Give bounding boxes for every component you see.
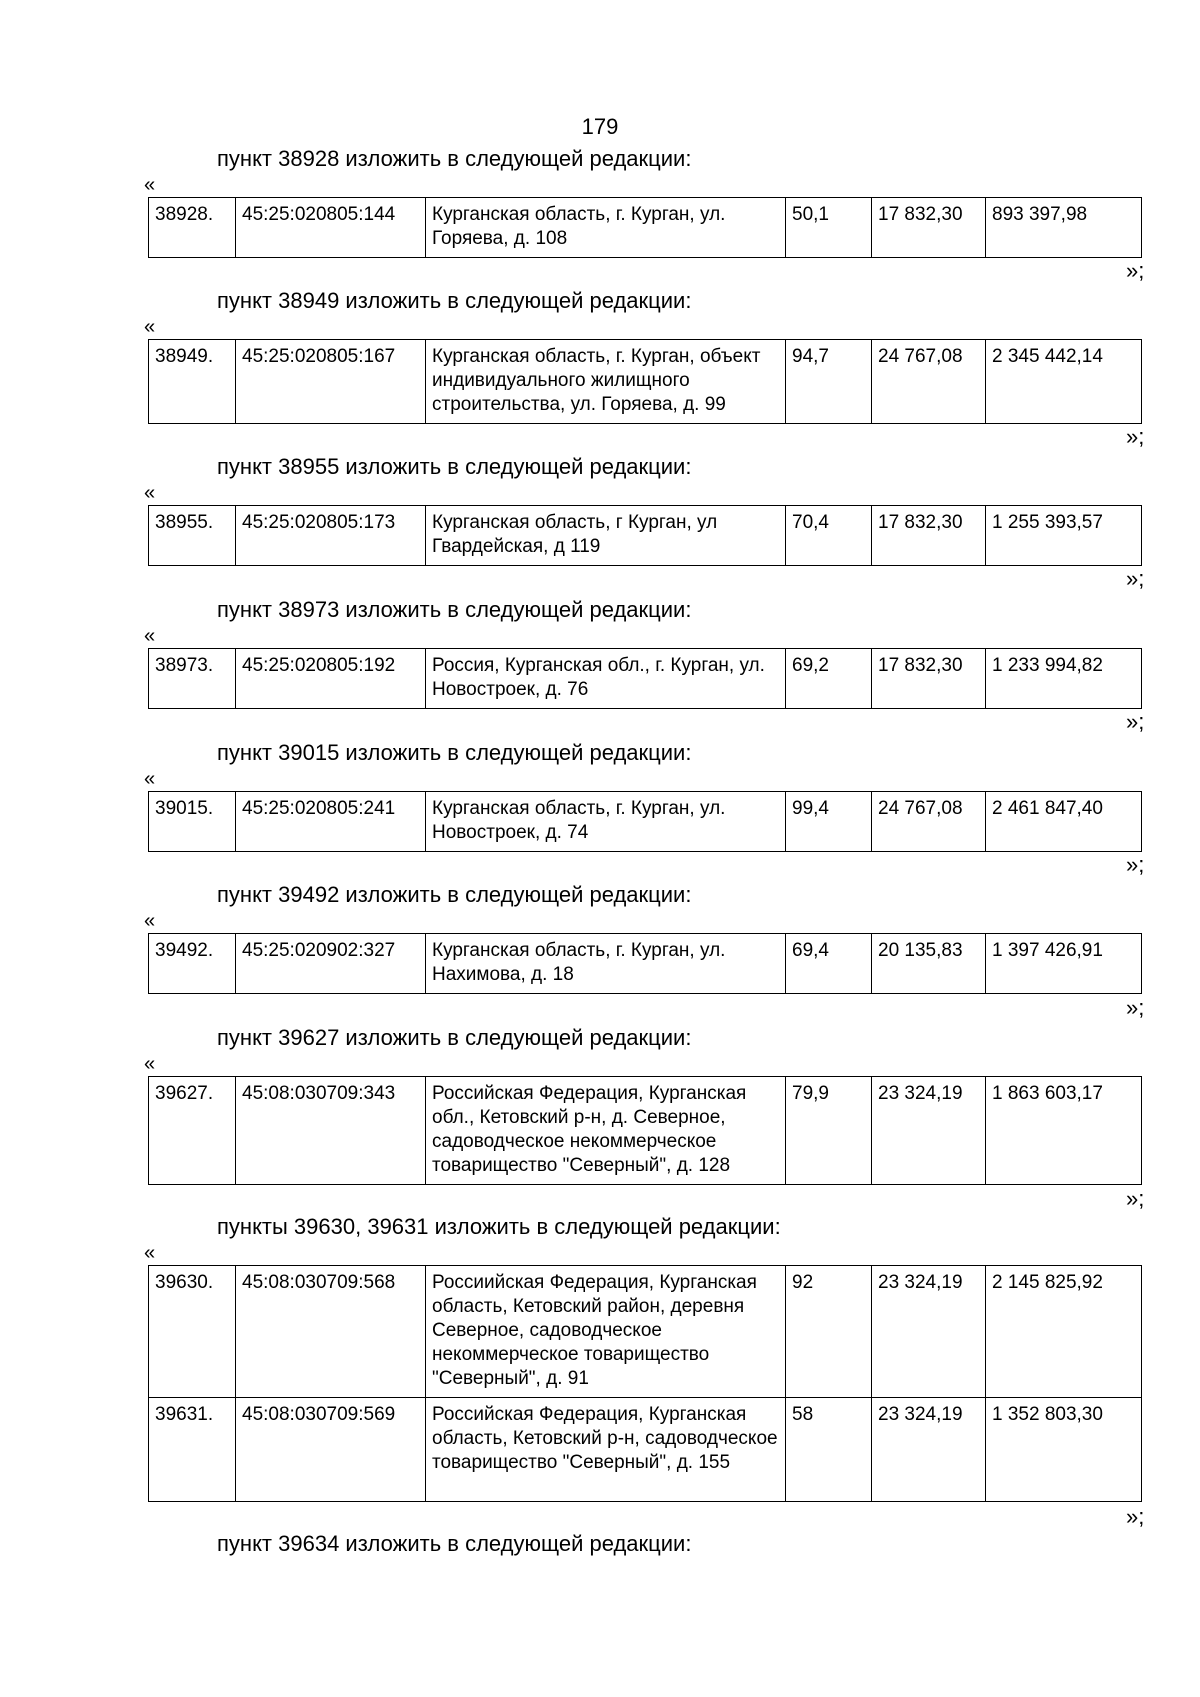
cadastral-number: 45:08:030709:568 xyxy=(236,1266,426,1398)
amendment-table xyxy=(148,197,1142,258)
amendment-table xyxy=(148,791,1142,852)
cadastral-value: 893 397,98 xyxy=(986,198,1142,258)
cadastral-value: 1 233 994,82 xyxy=(986,649,1142,709)
close-quote: »; xyxy=(1126,1504,1145,1529)
close-quote: »; xyxy=(1126,258,1145,283)
cadastral-number: 45:25:020805:241 xyxy=(236,792,426,852)
area: 69,4 xyxy=(786,934,872,994)
close-quote: »; xyxy=(1126,852,1145,877)
amendment-table xyxy=(148,505,1142,566)
address: Курганская область, г Курган, ул Гвардейская, д 119 xyxy=(426,506,786,566)
section-intro: пункт 39634 изложить в следующей редакции: xyxy=(217,1531,692,1556)
open-quote: « xyxy=(144,1053,156,1075)
area: 50,1 xyxy=(786,198,872,258)
area: 58 xyxy=(786,1398,872,1502)
row-number: 39630. xyxy=(149,1266,236,1398)
amendment-table xyxy=(148,1265,1142,1502)
section-intro: пункты 39630, 39631 изложить в следующей редакции: xyxy=(217,1214,781,1239)
specific-value: 24 767,08 xyxy=(872,340,986,424)
table-row xyxy=(149,1266,1142,1398)
row-number: 38955. xyxy=(149,506,236,566)
open-quote: « xyxy=(144,1242,156,1264)
open-quote: « xyxy=(144,174,156,196)
address: Курганская область, г. Курган, ул. Нахимова, д. 18 xyxy=(426,934,786,994)
table-row xyxy=(149,1398,1142,1502)
table-row xyxy=(149,506,1142,566)
section-intro: пункт 38928 изложить в следующей редакции: xyxy=(217,146,692,171)
cadastral-value: 2 345 442,14 xyxy=(986,340,1142,424)
close-quote: »; xyxy=(1126,709,1145,734)
cadastral-number: 45:25:020805:192 xyxy=(236,649,426,709)
address: Курганская область, г. Курган, ул. Новостроек, д. 74 xyxy=(426,792,786,852)
address: Россия, Курганская обл., г. Курган, ул. Новостроек, д. 76 xyxy=(426,649,786,709)
section-intro: пункт 39627 изложить в следующей редакции: xyxy=(217,1025,692,1050)
row-number: 39015. xyxy=(149,792,236,852)
open-quote: « xyxy=(144,768,156,790)
cadastral-number: 45:25:020902:327 xyxy=(236,934,426,994)
specific-value: 17 832,30 xyxy=(872,198,986,258)
section-intro: пункт 38949 изложить в следующей редакции: xyxy=(217,288,692,313)
close-quote: »; xyxy=(1126,1186,1145,1211)
address: Россиийская Федерация, Курганская область, Кетовский район, деревня Северное, садоводческое некоммерческое товарищество "Северный", д. 91 xyxy=(426,1266,786,1398)
area: 69,2 xyxy=(786,649,872,709)
cadastral-number: 45:25:020805:167 xyxy=(236,340,426,424)
address: Российская Федерация, Курганская обл., Кетовский р-н, д. Северное, садоводческое некоммерческое товарищество "Северный", д. 128 xyxy=(426,1077,786,1185)
cadastral-value: 1 352 803,30 xyxy=(986,1398,1142,1502)
page-number: 179 xyxy=(581,114,619,139)
specific-value: 23 324,19 xyxy=(872,1266,986,1398)
cadastral-value: 1 255 393,57 xyxy=(986,506,1142,566)
open-quote: « xyxy=(144,482,156,504)
close-quote: »; xyxy=(1126,995,1145,1020)
table-row xyxy=(149,1077,1142,1185)
section-intro: пункт 38955 изложить в следующей редакции: xyxy=(217,454,692,479)
address: Российская Федерация, Курганская область, Кетовский р-н, садоводческое товарищество "Северный", д. 155 xyxy=(426,1398,786,1502)
cadastral-value: 2 461 847,40 xyxy=(986,792,1142,852)
section-intro: пункт 38973 изложить в следующей редакции: xyxy=(217,597,692,622)
cadastral-number: 45:25:020805:144 xyxy=(236,198,426,258)
amendment-table xyxy=(148,648,1142,709)
amendment-table xyxy=(148,1076,1142,1185)
area: 70,4 xyxy=(786,506,872,566)
cadastral-value: 1 397 426,91 xyxy=(986,934,1142,994)
row-number: 38973. xyxy=(149,649,236,709)
area: 99,4 xyxy=(786,792,872,852)
specific-value: 23 324,19 xyxy=(872,1398,986,1502)
open-quote: « xyxy=(144,316,156,338)
row-number: 38949. xyxy=(149,340,236,424)
cadastral-number: 45:25:020805:173 xyxy=(236,506,426,566)
specific-value: 23 324,19 xyxy=(872,1077,986,1185)
table-row xyxy=(149,340,1142,424)
section-intro: пункт 39015 изложить в следующей редакции: xyxy=(217,740,692,765)
cadastral-value: 2 145 825,92 xyxy=(986,1266,1142,1398)
specific-value: 17 832,30 xyxy=(872,506,986,566)
cadastral-value: 1 863 603,17 xyxy=(986,1077,1142,1185)
close-quote: »; xyxy=(1126,566,1145,591)
open-quote: « xyxy=(144,910,156,932)
address: Курганская область, г. Курган, объект индивидуального жилищного строительства, ул. Горяева, д. 99 xyxy=(426,340,786,424)
table-row xyxy=(149,649,1142,709)
section-intro: пункт 39492 изложить в следующей редакции: xyxy=(217,882,692,907)
cadastral-number: 45:08:030709:569 xyxy=(236,1398,426,1502)
table-row xyxy=(149,934,1142,994)
close-quote: »; xyxy=(1126,424,1145,449)
area: 79,9 xyxy=(786,1077,872,1185)
area: 92 xyxy=(786,1266,872,1398)
open-quote: « xyxy=(144,625,156,647)
row-number: 39492. xyxy=(149,934,236,994)
table-row xyxy=(149,792,1142,852)
row-number: 39631. xyxy=(149,1398,236,1502)
specific-value: 17 832,30 xyxy=(872,649,986,709)
amendment-table xyxy=(148,933,1142,994)
cadastral-number: 45:08:030709:343 xyxy=(236,1077,426,1185)
amendment-table xyxy=(148,339,1142,424)
specific-value: 20 135,83 xyxy=(872,934,986,994)
row-number: 38928. xyxy=(149,198,236,258)
specific-value: 24 767,08 xyxy=(872,792,986,852)
table-row xyxy=(149,198,1142,258)
area: 94,7 xyxy=(786,340,872,424)
row-number: 39627. xyxy=(149,1077,236,1185)
address: Курганская область, г. Курган, ул. Горяева, д. 108 xyxy=(426,198,786,258)
